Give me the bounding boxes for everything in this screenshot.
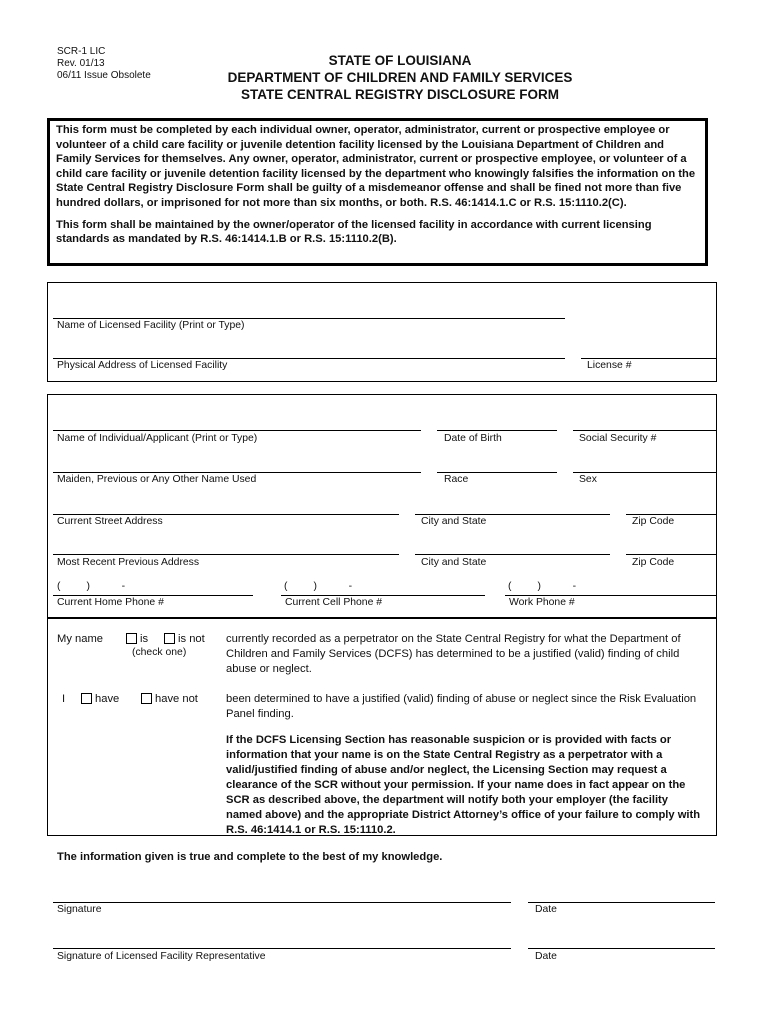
maiden-name-field[interactable] [53, 472, 421, 473]
is-option[interactable] [126, 632, 148, 647]
work-phone-field[interactable] [505, 595, 717, 596]
home-phone-label: Current Home Phone # [57, 597, 164, 608]
representative-date-field[interactable] [528, 948, 715, 949]
facility-name-field[interactable] [53, 318, 565, 319]
race-field[interactable] [437, 472, 557, 473]
maiden-name-label: Maiden, Previous or Any Other Name Used [57, 474, 257, 485]
page-title [150, 52, 650, 103]
date-of-birth-field[interactable] [437, 430, 557, 431]
notice-paragraph-1: This form must be completed by each individual owner, operator, administrator, current or prospective employee or volunteer of a child care facility or juvenile detention facility licensed by the Louisiana Department of Children and Family Services for themselves. Any owner, operator, administrator, current or prospective employee, or volunteer of a child care facility or juvenile detention facility licensed by the department who knowingly falsifies the information on the State Central Registry Disclosure Form shall be guilty of a misdemeanor offense and shall be fined not more than five hundred dollars, or imprisoned for not more than six months, or both. R.S. 46:1414.1.C or R.S. 15:1110.2(C). [56, 124, 696, 209]
title-state: STATE OF LOUISIANA [328, 53, 472, 68]
form-obsolete-note: 06/11 Issue Obsolete [57, 70, 151, 81]
my-name-label: My name [57, 633, 104, 645]
attestation-statement: The information given is true and complete to the best of my knowledge. [57, 851, 443, 863]
zip-code-field[interactable] [626, 514, 717, 515]
signature-label: Signature [57, 904, 102, 915]
form-revision: Rev. 01/13 [57, 58, 105, 69]
have-option[interactable] [81, 692, 119, 707]
finding-statement: been determined to have a justified (valid) finding of abuse or neglect since the Risk Evaluation Panel finding. [226, 693, 697, 720]
licensing-notice: If the DCFS Licensing Section has reasonable suspicion or is provided with facts or information that your name is on the State Central Registry as a perpetrator with a valid/justified finding of abuse and/or neglect, the Licensing Section may request a clearance of the SCR without your permission. If your name does in fact appear on the SCR as described above, the department will notify both your employer (the facility named above) and the appropriate District Attorney’s office of your failure to comply with R.S. 46:1414.1 or R.S. 15:1110.2. [226, 734, 701, 836]
is-checkbox[interactable] [126, 633, 137, 644]
previous-address-field[interactable] [53, 554, 399, 555]
form-code: SCR-1 LIC [57, 46, 106, 57]
signature-date-label: Date [535, 904, 557, 915]
have-label: have [95, 693, 120, 705]
cell-phone-label: Current Cell Phone # [285, 597, 383, 608]
form-code-block [57, 46, 151, 82]
sex-label: Sex [579, 474, 597, 485]
check-one-hint: (check one) [132, 647, 187, 658]
title-form: STATE CENTRAL REGISTRY DISCLOSURE FORM [240, 87, 559, 102]
notice-paragraph-2: This form shall be maintained by the owner/operator of the licensed facility in accordance with current licensing standards as mandated by R.S. 46:1414.1.B or R.S. 15:1110.2(B). [56, 218, 652, 246]
is-not-label: is not [178, 633, 205, 645]
applicant-name-field[interactable] [53, 430, 421, 431]
city-state-label: City and State [421, 516, 487, 527]
registry-statement: currently recorded as a perpetrator on the State Central Registry for what the Department of Children and Family Services (DCFS) has determined to be a justified (valid) finding of child abuse or neglect. [226, 633, 681, 675]
representative-signature-label: Signature of Licensed Facility Representative [57, 951, 266, 962]
title-department: DEPARTMENT OF CHILDREN AND FAMILY SERVICES [227, 70, 573, 85]
representative-signature-field[interactable] [53, 948, 511, 949]
license-number-field[interactable] [581, 358, 717, 359]
previous-city-state-label: City and State [421, 557, 487, 568]
signature-date-field[interactable] [528, 902, 715, 903]
street-address-field[interactable] [53, 514, 399, 515]
representative-date-label: Date [535, 951, 557, 962]
previous-address-label: Most Recent Previous Address [57, 557, 200, 568]
race-label: Race [444, 474, 469, 485]
previous-zip-code-field[interactable] [626, 554, 717, 555]
have-not-option[interactable] [141, 692, 198, 707]
street-address-label: Current Street Address [57, 516, 163, 527]
social-security-field[interactable] [573, 430, 717, 431]
city-state-field[interactable] [415, 514, 610, 515]
applicant-section [47, 394, 717, 618]
signature-field[interactable] [53, 902, 511, 903]
work-phone-template: ( ) - [508, 581, 577, 592]
cell-phone-template: ( ) - [284, 581, 353, 592]
facility-address-label: Physical Address of Licensed Facility [57, 360, 228, 371]
home-phone-template: ( ) - [57, 581, 126, 592]
applicant-name-label: Name of Individual/Applicant (Print or Type) [57, 433, 258, 444]
previous-city-state-field[interactable] [415, 554, 610, 555]
facility-address-field[interactable] [53, 358, 565, 359]
is-label: is [140, 633, 149, 645]
i-label: I [62, 693, 66, 705]
home-phone-field[interactable] [53, 595, 253, 596]
facility-name-label: Name of Licensed Facility (Print or Type) [57, 320, 245, 331]
cell-phone-field[interactable] [281, 595, 485, 596]
have-not-checkbox[interactable] [141, 693, 152, 704]
is-not-checkbox[interactable] [164, 633, 175, 644]
previous-zip-code-label: Zip Code [632, 557, 675, 568]
work-phone-label: Work Phone # [509, 597, 575, 608]
notice-box [47, 118, 708, 266]
license-number-label: License # [587, 360, 632, 371]
have-not-label: have not [155, 693, 198, 705]
zip-code-label: Zip Code [632, 516, 675, 527]
is-not-option[interactable] [164, 632, 205, 647]
have-checkbox[interactable] [81, 693, 92, 704]
sex-field[interactable] [573, 472, 717, 473]
social-security-label: Social Security # [579, 433, 657, 444]
date-of-birth-label: Date of Birth [444, 433, 502, 444]
